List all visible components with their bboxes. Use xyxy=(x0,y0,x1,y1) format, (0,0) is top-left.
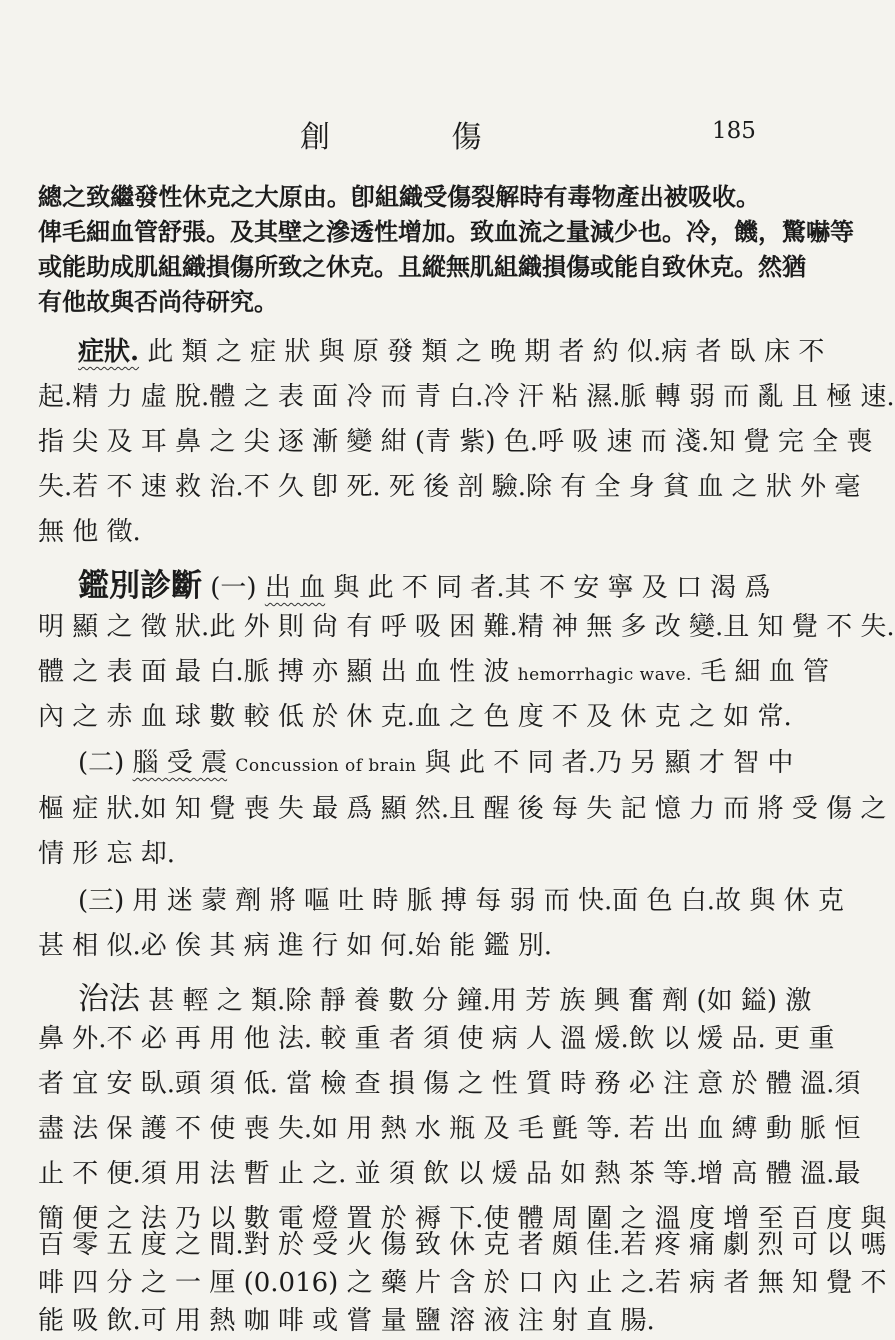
diagnosis-item1-line-2 xyxy=(38,651,829,688)
latin-term-hemorrhagic: hemorrhagic wave. xyxy=(517,665,692,685)
diagnosis-item2-rest: 與 此 不 同 者.乃 另 顯 才 智 中 xyxy=(424,748,794,778)
diagnosis-item1-line-1: 明 顯 之 徵 狀.此 外 則 尙 有 呼 吸 困 難.精 神 無 多 改 變.且 知 覺 不 失. xyxy=(38,612,895,642)
treatment-first-line xyxy=(78,973,812,1018)
intro-line-3: 或能助成肌組織損傷所致之休克。且縱無肌組織損傷或能自致休克。然猶 xyxy=(38,252,806,281)
diagnosis-first-line xyxy=(78,560,771,605)
treatment-line-4: 止 不 便.須 用 法 暫 止 之. 並 須 飲 以 煖 品 如 熱 茶 等.增 高 體 溫.最 xyxy=(38,1159,861,1189)
treatment-line-1: 鼻 外.不 必 再 用 他 法. 較 重 者 須 使 病 人 溫 煖.飲 以 煖 品. 更 重 xyxy=(38,1024,835,1054)
symptoms-first-line xyxy=(78,331,825,368)
intro-line-2: 俾毛細血管舒張。及其壁之滲透性增加。致血流之量減少也。冷，饑，驚嚇等 xyxy=(38,217,854,246)
diagnosis-item2-term: 腦 受 震 xyxy=(132,748,228,778)
diagnosis-item2-line-2: 情 形 忘 却. xyxy=(38,839,176,869)
treatment-line-6: 百 零 五 度 之 間.對 於 受 火 傷 致 休 克 者 頗 佳.若 疼 痛 劇 烈 可 以 嗎 xyxy=(38,1230,887,1260)
symptoms-line-0: 此 類 之 症 狀 與 原 發 類 之 晚 期 者 約 似.病 者 臥 床 不 xyxy=(147,337,825,367)
treatment-line-5: 簡 便 之 法 乃 以 數 電 燈 置 於 褥 下.使 體 周 圍 之 溫 度 增 至 百 度 與 xyxy=(38,1204,887,1234)
diagnosis-item1-term: 出 血 xyxy=(264,573,326,603)
symptoms-line-2: 指 尖 及 耳 鼻 之 尖 逐 漸 變 紺 (青 紫) 色.呼 吸 速 而 淺.知 覺 完 全 喪 xyxy=(38,427,873,457)
diagnosis-heading: 鑑別診斷 xyxy=(78,568,202,604)
diagnosis-item1-rest: 與 此 不 同 者.其 不 安 寧 及 口 渴 爲 xyxy=(333,573,771,603)
diagnosis-item1-marker: (一) xyxy=(210,573,257,603)
treatment-heading: 治法 xyxy=(78,981,140,1017)
intro-line-1: 總之致繼發性休克之大原由。卽組織受傷裂解時有毒物產出被吸收。 xyxy=(38,182,760,211)
diagnosis-item1-line-2-tail: 毛 細 血 管 xyxy=(700,657,829,687)
diagnosis-item3-first-line: (三) 用 迷 蒙 劑 將 嘔 吐 時 脈 搏 每 弱 而 快.面 色 白.故 與 休 克 xyxy=(78,886,844,916)
diagnosis-item1-line-3: 內 之 赤 血 球 數 較 低 於 休 克.血 之 色 度 不 及 休 克 之 如 常. xyxy=(38,702,792,732)
diagnosis-item2-line-1: 樞 症 狀.如 知 覺 喪 失 最 爲 顯 然.且 醒 後 每 失 記 憶 力 而 將 受 傷 之 xyxy=(38,794,887,824)
intro-line-4: 有他故與否尚待研究。 xyxy=(38,287,278,316)
symptoms-heading: 症狀. xyxy=(78,337,140,367)
treatment-line-7: 啡 四 分 之 一 厘 (0.016) 之 藥 片 含 於 口 內 止 之.若 病 者 無 知 覺 不 xyxy=(38,1268,887,1298)
symptoms-line-4: 無 他 徵. xyxy=(38,517,141,547)
treatment-line-0: 甚 輕 之 類.除 靜 養 數 分 鐘.用 芳 族 興 奮 劑 (如 鎰) 激 xyxy=(148,986,812,1016)
diagnosis-item2-first-line xyxy=(78,742,794,779)
symptoms-line-1: 起.精 力 虛 脫.體 之 表 面 冷 而 青 白.冷 汗 粘 濕.脈 轉 弱 而 亂 且 極 速. xyxy=(38,382,895,412)
treatment-line-3: 盡 法 保 護 不 使 喪 失.如 用 熱 水 瓶 及 毛 氈 等. 若 出 血 縛 動 脈 恒 xyxy=(38,1114,861,1144)
diagnosis-item1-line-2-text: 體 之 表 面 最 白.脈 搏 亦 顯 出 血 性 波 xyxy=(38,657,510,687)
page-number: 185 xyxy=(712,118,756,144)
diagnosis-item2-marker: (二) xyxy=(78,748,125,778)
chapter-title: 創 傷 xyxy=(300,120,538,155)
page-header xyxy=(0,112,801,155)
treatment-line-8: 能 吸 飲.可 用 熱 咖 啡 或 嘗 量 鹽 溶 液 注 射 直 腸. xyxy=(38,1306,655,1336)
diagnosis-item3-line-1: 甚 相 似.必 俟 其 病 進 行 如 何.始 能 鑑 別. xyxy=(38,931,552,961)
symptoms-line-3: 失.若 不 速 救 治.不 久 卽 死. 死 後 剖 驗.除 有 全 身 貧 血 之 狀 外 毫 xyxy=(38,472,861,502)
treatment-line-2: 者 宜 安 臥.頭 須 低. 當 檢 查 損 傷 之 性 質 時 務 必 注 意 於 體 溫.須 xyxy=(38,1069,861,1099)
latin-term-concussion: Concussion of brain xyxy=(235,756,417,776)
